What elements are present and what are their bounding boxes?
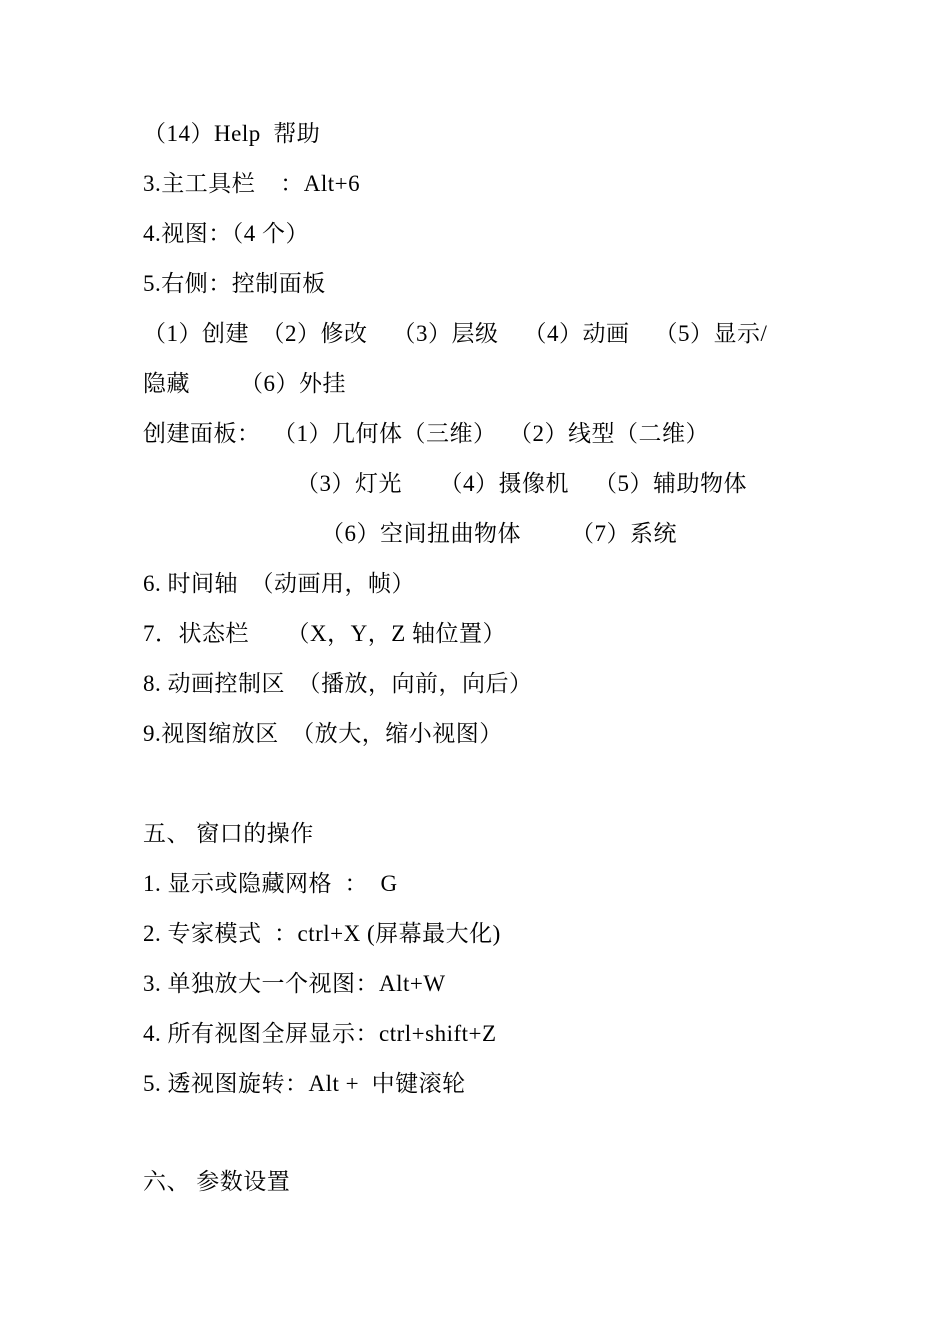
control-panel-line: 5.右侧：控制面板	[143, 271, 326, 296]
viewports-line: 4.视图：（4 个）	[143, 221, 309, 246]
main-toolbar-line: 3.主工具栏 ：Alt+6	[143, 171, 361, 196]
status-bar-line: 7．状态栏 （X，Y，Z 轴位置）	[143, 621, 507, 646]
toggle-grid-line: 1. 显示或隐藏网格 ： G	[143, 871, 398, 896]
create-panel-line-2: （3）灯光 （4）摄像机 （5）辅助物体	[296, 471, 747, 496]
panel-tabs-line: （1）创建 （2）修改 （3）层级 （4）动画 （5）显示/	[143, 321, 768, 346]
expert-mode-line: 2. 专家模式 ：ctrl+X (屏幕最大化)	[143, 921, 501, 946]
maximize-viewport-line: 3. 单独放大一个视图：Alt+W	[143, 971, 446, 996]
perspective-rotate-line: 5. 透视图旋转：Alt + 中键滚轮	[143, 1071, 466, 1096]
section-heading-window-ops: 五、 窗口的操作	[143, 821, 314, 846]
animation-controls-line: 8. 动画控制区 （播放，向前，向后）	[143, 671, 533, 696]
create-panel-line-3: （6）空间扭曲物体 （7）系统	[321, 521, 677, 546]
timeline-line: 6. 时间轴 （动画用，帧）	[143, 571, 415, 596]
create-panel-line: 创建面板： （1）几何体（三维） （2）线型（二维）	[143, 421, 709, 446]
fullscreen-views-line: 4. 所有视图全屏显示：ctrl+shift+Z	[143, 1021, 497, 1046]
section-heading-parameters: 六、 参数设置	[143, 1169, 291, 1194]
panel-tabs-continued-line: 隐藏 （6）外挂	[143, 371, 346, 396]
help-menu-line: （14）Help 帮助	[143, 121, 321, 146]
viewport-zoom-line: 9.视图缩放区 （放大，缩小视图）	[143, 721, 503, 746]
